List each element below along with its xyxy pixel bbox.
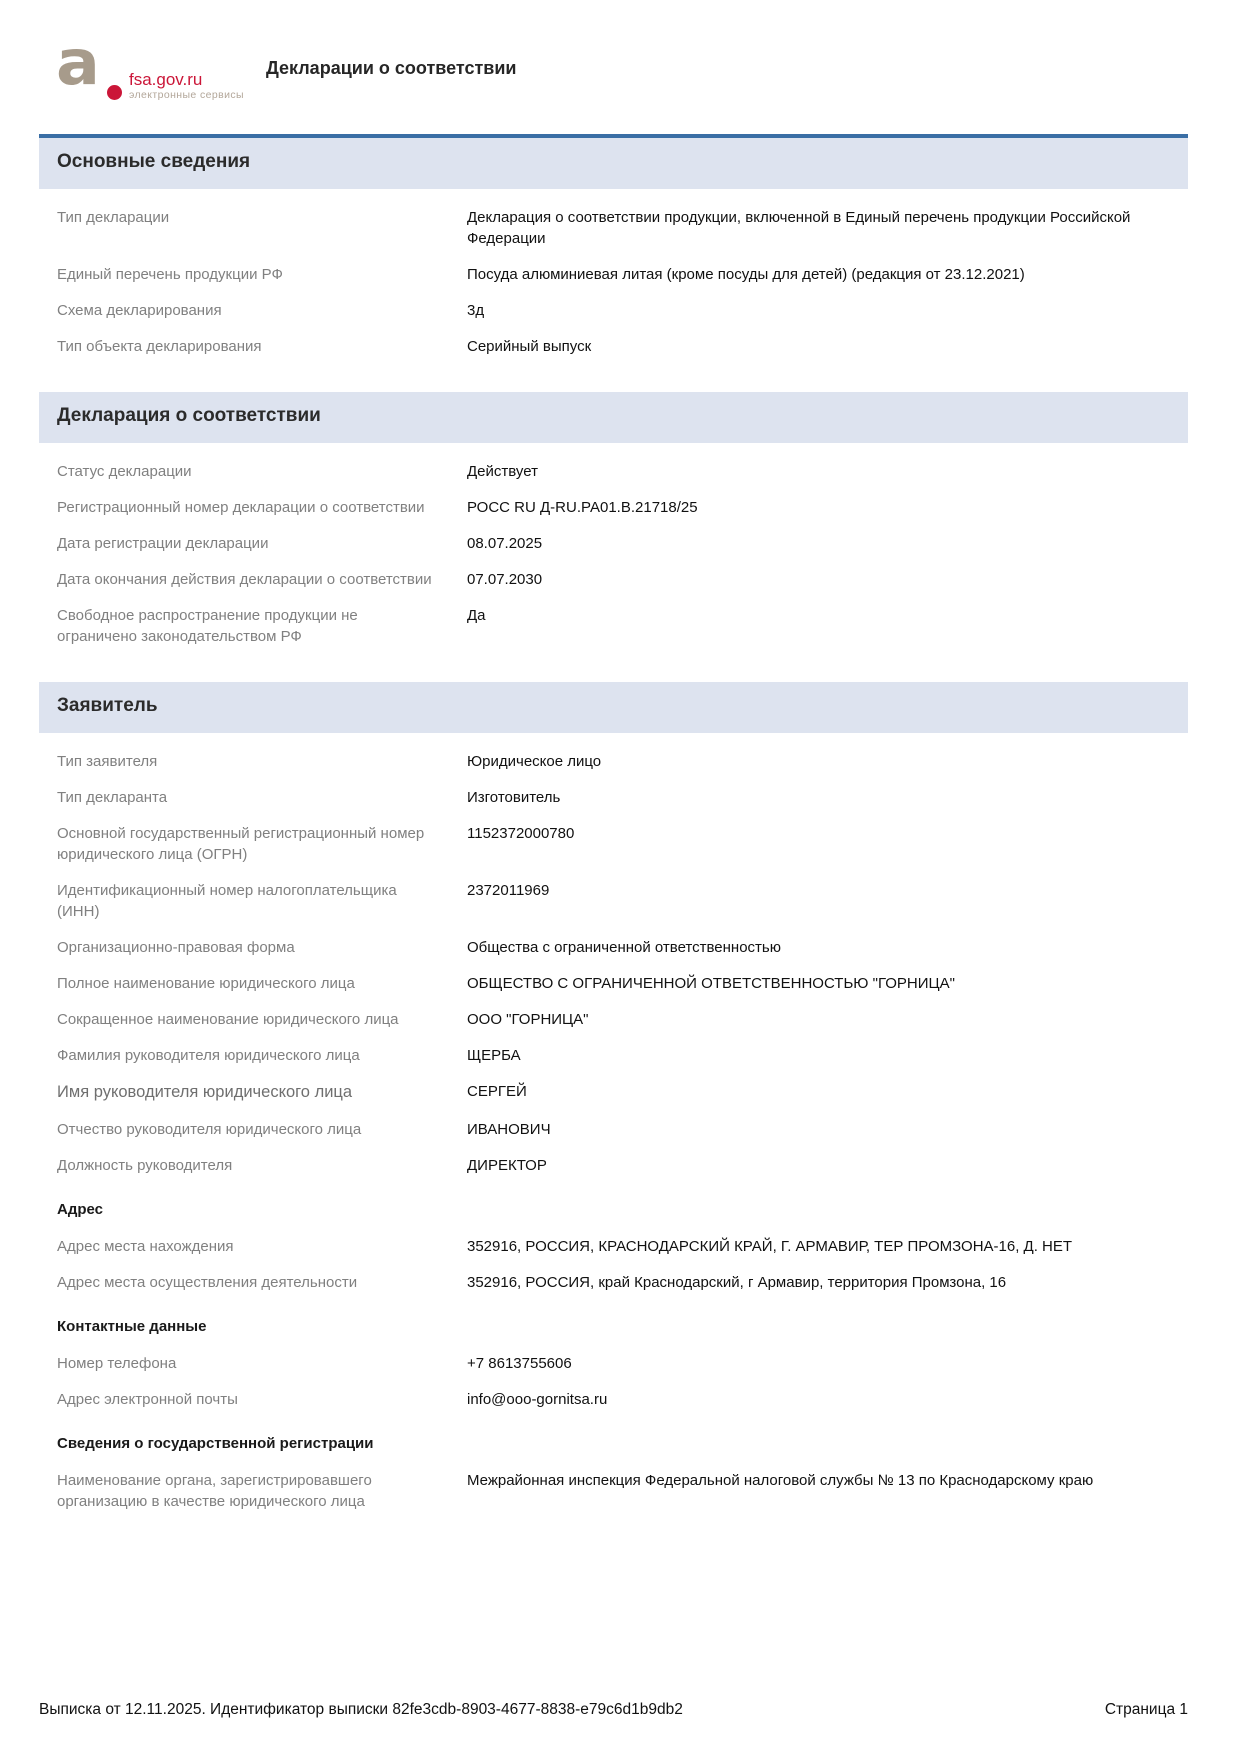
- section-header: [39, 134, 1188, 189]
- sections: [39, 128, 1188, 1537]
- field-label: Регистрационный номер декларации о соответствии: [57, 499, 425, 516]
- field-row: [39, 497, 1188, 518]
- field-value: Декларация о соответствии продукции, включенной в Единый перечень продукции Российской Федерации: [467, 209, 1131, 247]
- field-row: [39, 880, 1188, 922]
- field-value: 352916, РОССИЯ, КРАСНОДАРСКИЙ КРАЙ, Г. АРМАВИР, ТЕР ПРОМЗОНА-16, Д. НЕТ: [467, 1238, 1073, 1255]
- section: [39, 134, 1188, 382]
- field-label: Тип заявителя: [57, 753, 158, 770]
- field-label: Адрес места нахождения: [57, 1238, 234, 1255]
- field-value: 3д: [467, 302, 485, 319]
- field-row: [39, 1081, 1188, 1104]
- logo-domain-label: fsa.gov.ru: [129, 70, 203, 89]
- field-row: [39, 1470, 1188, 1512]
- field-label: Имя руководителя юридического лица: [57, 1083, 353, 1101]
- field-row: [39, 787, 1188, 808]
- field-value: ДИРЕКТОР: [467, 1157, 547, 1174]
- logo-subtitle: электронные сервисы: [129, 89, 244, 101]
- field-value: Действует: [467, 463, 538, 480]
- logo-red-dot-icon: [107, 85, 122, 100]
- field-row: [39, 1389, 1188, 1410]
- field-row: [39, 207, 1188, 249]
- field-value: Да: [467, 607, 486, 624]
- field-row: [39, 937, 1188, 958]
- logo-letter-a-icon: a: [55, 26, 100, 99]
- field-row: [39, 1009, 1188, 1030]
- field-value: 352916, РОССИЯ, край Краснодарский, г Армавир, территория Промзона, 16: [467, 1274, 1007, 1291]
- field-row: [39, 823, 1188, 865]
- field-row: [39, 336, 1188, 357]
- section-body: [39, 733, 1188, 1537]
- field-row: [39, 973, 1188, 994]
- field-value: ОБЩЕСТВО С ОГРАНИЧЕННОЙ ОТВЕТСТВЕННОСТЬЮ "ГОРНИЦА": [467, 975, 955, 992]
- field-value: 07.07.2030: [467, 571, 543, 588]
- page-footer: [39, 1701, 1188, 1719]
- field-value: 08.07.2025: [467, 535, 543, 552]
- field-row: [39, 1045, 1188, 1066]
- field-label: Дата окончания действия декларации о соответствии: [57, 571, 432, 588]
- field-row: [39, 264, 1188, 285]
- field-label: Сокращенное наименование юридического лица: [57, 1011, 399, 1028]
- field-value: Межрайонная инспекция Федеральной налоговой службы № 13 по Краснодарскому краю: [467, 1472, 1094, 1489]
- footer-page-number: Страница 1: [1104, 1701, 1188, 1718]
- field-label: Номер телефона: [57, 1355, 177, 1372]
- field-row: [39, 605, 1188, 647]
- field-row: [39, 461, 1188, 482]
- field-row: [39, 1236, 1188, 1257]
- field-value: ЩЕРБА: [467, 1047, 521, 1064]
- field-label: Наименование органа, зарегистрировавшего организацию в качестве юридического лица: [57, 1472, 372, 1510]
- field-row: [39, 1155, 1188, 1176]
- field-value: ИВАНОВИЧ: [467, 1121, 551, 1138]
- field-label: Организационно-правовая форма: [57, 939, 295, 956]
- field-value: ООО "ГОРНИЦА": [467, 1011, 589, 1028]
- field-row: [39, 300, 1188, 321]
- logo-text-block: [129, 70, 244, 102]
- field-value: Изготовитель: [467, 789, 561, 806]
- subsection-heading: Контактные данные: [57, 1318, 207, 1335]
- fsa-logo-icon: [55, 26, 115, 102]
- field-label: Статус декларации: [57, 463, 192, 480]
- field-label: Тип объекта декларирования: [57, 338, 262, 355]
- page-title: Декларации о соответствии: [265, 58, 517, 78]
- field-label: Дата регистрации декларации: [57, 535, 269, 552]
- section-title: Декларация о соответствии: [57, 405, 321, 426]
- field-label: Схема декларирования: [57, 302, 222, 319]
- field-value: Общества с ограниченной ответственностью: [467, 939, 781, 956]
- field-label: Фамилия руководителя юридического лица: [57, 1047, 360, 1064]
- section: [39, 682, 1188, 1537]
- section: [39, 392, 1188, 672]
- field-label: Тип декларанта: [57, 789, 168, 806]
- section-header: [39, 682, 1188, 733]
- field-label: Тип декларации: [57, 209, 170, 226]
- field-value: info@ooo-gornitsa.ru: [467, 1391, 608, 1408]
- field-label: Основной государственный регистрационный номер юридического лица (ОГРН): [57, 825, 425, 863]
- field-label: Идентификационный номер налогоплательщика (ИНН): [57, 882, 397, 920]
- field-row: [39, 751, 1188, 772]
- section-title: Заявитель: [57, 695, 158, 716]
- subsection-heading: Сведения о государственной регистрации: [57, 1435, 374, 1452]
- field-label: Отчество руководителя юридического лица: [57, 1121, 362, 1138]
- field-label: Должность руководителя: [57, 1157, 233, 1174]
- field-row: [39, 1272, 1188, 1293]
- section-header: [39, 392, 1188, 443]
- field-value: Посуда алюминиевая литая (кроме посуды для детей) (редакция от 23.12.2021): [467, 266, 1025, 283]
- field-label: Свободное распространение продукции не ограничено законодательством РФ: [57, 607, 358, 645]
- footer-extract-info: Выписка от 12.11.2025. Идентификатор выписки 82fe3cdb-8903-4677-8838-e79c6d1b9db2: [39, 1701, 683, 1718]
- field-row: [39, 533, 1188, 554]
- field-row: [39, 1353, 1188, 1374]
- field-value: РОСС RU Д-RU.РА01.В.21718/25: [467, 499, 698, 516]
- subsection-heading: Адрес: [57, 1201, 104, 1218]
- field-label: Адрес места осуществления деятельности: [57, 1274, 358, 1291]
- field-value: 2372011969: [467, 882, 550, 899]
- field-value: Юридическое лицо: [467, 753, 602, 770]
- section-body: [39, 443, 1188, 672]
- field-row: [39, 1119, 1188, 1140]
- field-label: Адрес электронной почты: [57, 1391, 238, 1408]
- page-header: [55, 26, 1188, 102]
- field-value: СЕРГЕЙ: [467, 1083, 527, 1100]
- section-title: Основные сведения: [57, 151, 251, 172]
- field-label: Полное наименование юридического лица: [57, 975, 355, 992]
- field-value: +7 8613755606: [467, 1355, 572, 1372]
- field-row: [39, 569, 1188, 590]
- field-label: Единый перечень продукции РФ: [57, 266, 283, 283]
- fsa-logo: [55, 26, 244, 102]
- field-value: Серийный выпуск: [467, 338, 592, 355]
- field-value: 1152372000780: [467, 825, 575, 842]
- section-body: [39, 189, 1188, 382]
